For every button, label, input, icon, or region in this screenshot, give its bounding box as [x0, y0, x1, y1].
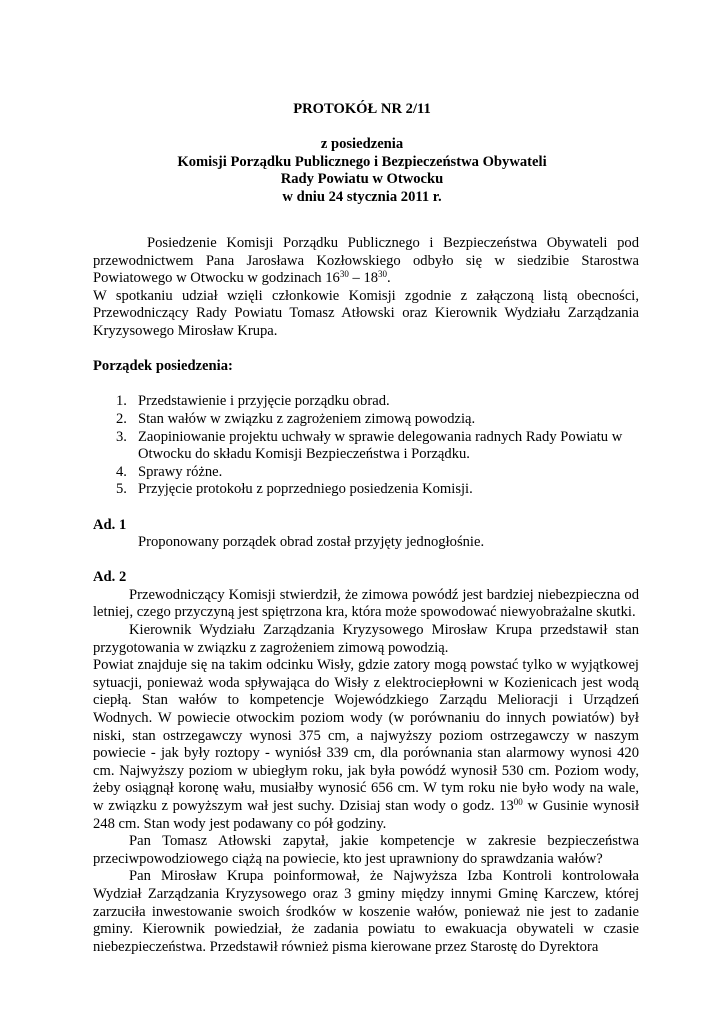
- ad2-paragraph-5: Pan Mirosław Krupa poinformował, że Najwyższa Izba Kontroli kontrolowała Wydział Zarządzania Kryzysowego oraz 3 gminy między innymi Gminę Karczew, której zarzuciła inwestowanie swoich środków w koszenie wałów, ponieważ nie jest to zadanie gminy. Kierownik powiedział, że zadania powiatu to ewakuacja obywateli w czasie niebezpieczeństwa. Przedstawił również pisma kierowane przez Starostę do Dyrektora: [93, 868, 639, 955]
- list-item: 3. Zaopiniowanie projektu uchwały w sprawie delegowania radnych Rady Powiatu w Otwocku do składu Komisji Bezpieczeństwa i Porządku.: [116, 428, 623, 463]
- intro-paragraph: Posiedzenie Komisji Porządku Publicznego i Bezpieczeństwa Obywateli pod przewodnictwem Pana Jarosława Kozłowskiego odbyło się w siedzibie Starostwa Powiatowego w Otwocku w godzinach $16^{30} - 18^{30}$.: [93, 235, 639, 287]
- list-item: 1. Przedstawienie i przyjęcie porządku obrad.: [116, 393, 390, 410]
- ad1-text: Proponowany porządek obrad został przyjęty jednogłośnie.: [138, 534, 485, 551]
- protocol-title: PROTOKÓŁ NR 2/11: [293, 101, 431, 117]
- header-subtitle-2: Komisji Porządku Publicznego i Bezpieczeństwa Obywateli: [177, 153, 547, 170]
- list-item: 2. Stan wałów w związku z zagrożeniem zimową powodzią.: [116, 410, 476, 427]
- agenda-heading: Porządek posiedzenia:: [93, 358, 233, 375]
- list-item: 4. Sprawy różne.: [116, 463, 223, 480]
- list-item: 5. Przyjęcie protokołu z poprzedniego posiedzenia Komisji.: [116, 481, 473, 498]
- document-body: [93, 235, 639, 956]
- agenda-list: [93, 393, 639, 499]
- ad2-paragraph-3: Powiat znajduje się na takim odcinku Wisły, gdzie zatory mogą powstać tylko w wyjątkowej sytuacji, ponieważ woda spływająca do Wisły z elektrociepłowni w Kozienicach jest wodą ciepłą. Stan wałów to kompetencje Wojewódzkiego Zarządu Melioracji i Urządzeń Wodnych. W powiecie otwockim poziom wody (w porównaniu do innych powiatów) był niski, stan ostrzegawczy wynosi 375 cm, a najwyższy poziom ostrzegawczy w naszym powiecie - jak były roztopy - wyniósł 339 cm, dla porównania stan alarmowy wynosi 420 cm. Najwyższy poziom w ubiegłym roku, jak była powódź wynosił 530 cm. Poziom wody, żeby osiągnął koronę wału, musiałby wynosić 656 cm. W tym roku nie było wody na wale, w związku z powyższym wał jest suchy. Dzisiaj stan wody o godz. $13^{00}$ w Gusinie wynosił 248 cm. Stan wody jest podawany co pół godziny.: [93, 657, 639, 832]
- header-subtitle-4: w dniu 24 stycznia 2011 r.: [282, 188, 442, 205]
- attendance-paragraph: W spotkaniu udział wzięli członkowie Komisji zgodnie z załączoną listą obecności, Przewodniczący Rady Powiatu Tomasz Atłowski oraz Kierownik Wydziału Zarządzania Kryzysowego Mirosław Krupa.: [93, 287, 639, 339]
- header-subtitle-3: Rady Powiatu w Otwocku: [280, 171, 444, 188]
- ad2-heading: Ad. 2: [93, 569, 127, 586]
- ad1-heading: Ad. 1: [93, 516, 127, 533]
- ad2-paragraph-4: Pan Tomasz Atłowski zapytał, jakie kompetencje w zakresie bezpieczeństwa przeciwpowodziowego ciążą na powiecie, kto jest uprawniony do sprawdzania wałów?: [93, 833, 639, 867]
- document-header: [0, 101, 724, 207]
- header-subtitle-1: z posiedzenia: [320, 136, 404, 153]
- ad2-paragraph-1: Przewodniczący Komisji stwierdził, że zimowa powódź jest bardziej niebezpieczna od letniej, czego przyczyną jest spiętrzona kra, która może spowodować niewyobrażalne skutki.: [93, 586, 639, 621]
- ad2-paragraph-2: Kierownik Wydziału Zarządzania Kryzysowego Mirosław Krupa przedstawił stan przygotowania w związku z zagrożeniem zimową powodzią.: [93, 622, 639, 656]
